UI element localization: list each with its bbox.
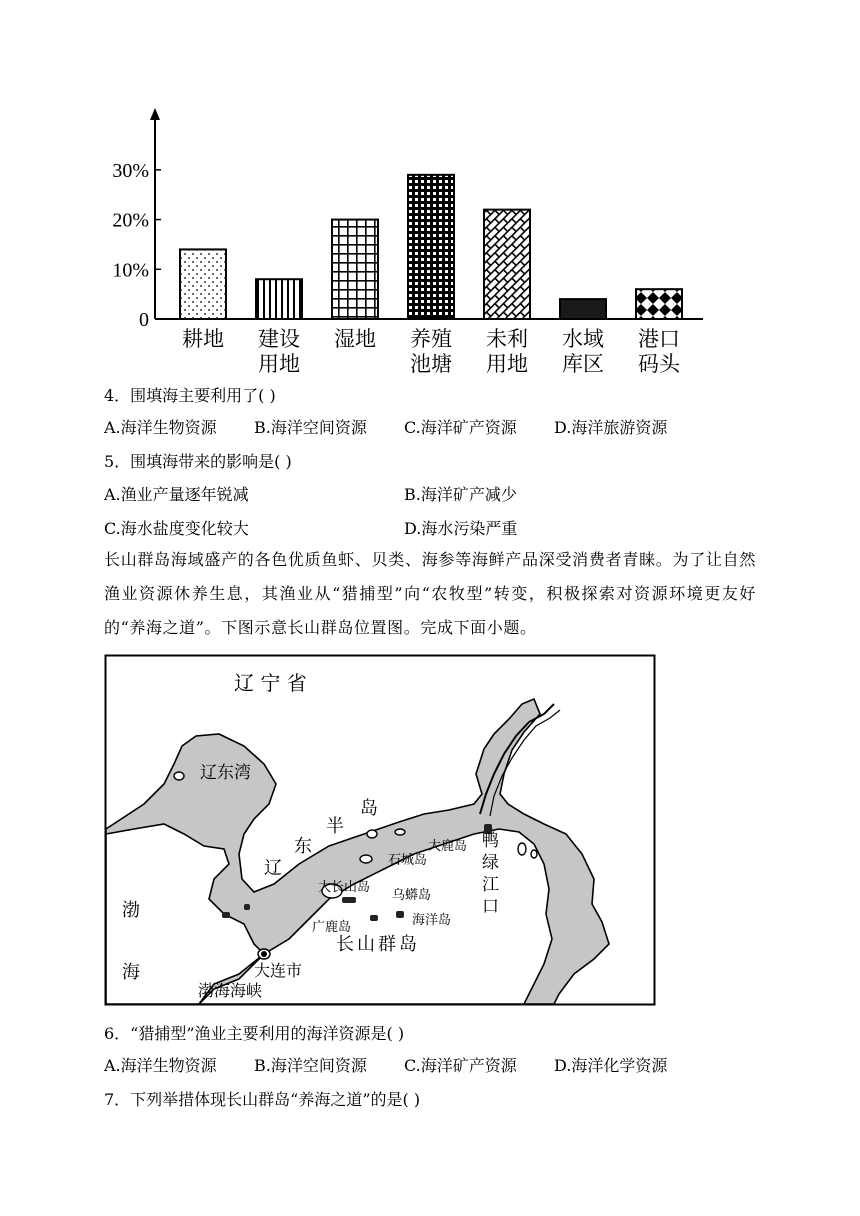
q4-option-d[interactable]: D.海洋旅游资源 [554,418,668,437]
label-wuman-island: 乌蟒岛 [392,888,432,903]
label-dachangshan-island: 大长山岛 [318,880,371,895]
bar [408,175,454,319]
reading-passage: 长山群岛海域盛产的各色优质鱼虾、贝类、海参等海鲜产品深受消费者青睐。为了让自然渔业资源休养生息，其渔业从“猎捕型”向“农牧型”转变，积极探索对资源环境更友好的“养海之道”。下图示意长山群岛位置图。完成下面小题。 [104,550,756,637]
bar [332,220,378,319]
label-guanglu-island: 广鹿岛 [312,920,352,935]
q4-option-c[interactable]: C.海洋矿产资源 [404,418,517,437]
label-peninsula-1: 辽 [264,858,282,879]
label-dalu-island: 大鹿岛 [428,839,468,854]
label-bohai-2: 海 [122,962,140,983]
x-tick-label: 码头 [638,352,680,376]
changshan-islands-map [104,654,656,1006]
chart-bars [180,175,682,319]
land-use-bar-chart [95,100,715,380]
label-bohai-1: 渤 [122,900,140,921]
bar [180,249,226,319]
x-tick-label: 港口 [638,327,680,351]
chart-y-ticks [112,160,161,331]
q6-option-a[interactable]: A.海洋生物资源 [104,1056,217,1075]
label-bohai-strait: 渤海海峡 [198,981,263,1000]
q6-option-d[interactable]: D.海洋化学资源 [554,1056,668,1075]
x-tick-label: 池塘 [410,352,452,376]
label-dalian: 大连市 [254,961,303,980]
q5-option-b[interactable]: B.海洋矿产减少 [404,485,517,504]
label-province: 辽 宁 省 [234,671,307,695]
q4-option-a[interactable]: A.海洋生物资源 [104,418,217,437]
q5-option-a[interactable]: A.渔业产量逐年锐减 [104,485,249,504]
y-axis-arrow [150,108,160,120]
q5-option-c[interactable]: C.海水盐度变化较大 [104,519,249,538]
question-4-stem: 4．围填海主要利用了( ) [104,386,276,405]
question-7-stem: 7．下列举措体现长山群岛“养海之道”的是( ) [104,1090,421,1109]
bar [256,279,302,319]
label-peninsula-2: 东 [294,836,312,857]
label-shicheng-island: 石城岛 [388,853,428,868]
y-tick-label: 20% [112,209,149,232]
label-peninsula-3: 半 [326,816,344,837]
label-haiyang-island: 海洋岛 [412,913,452,928]
y-tick-label: 0 [139,309,149,331]
x-tick-label: 养殖 [410,327,452,351]
q6-option-c[interactable]: C.海洋矿产资源 [404,1056,517,1075]
bar [484,210,530,319]
y-tick-label: 30% [112,159,149,182]
x-tick-label: 耕地 [182,327,224,351]
dalian-marker [261,951,267,957]
label-peninsula-4: 岛 [360,798,378,819]
label-liaodong-bay: 辽东湾 [200,763,251,783]
x-tick-label: 建设 [258,327,300,351]
x-tick-label: 湿地 [334,327,376,351]
q5-option-d[interactable]: D.海水污染严重 [404,519,518,538]
x-tick-label: 用地 [486,352,528,376]
x-tick-label: 未利 [486,327,528,351]
x-tick-label: 水域 [562,327,604,351]
label-archipelago: 长山群岛 [336,934,420,955]
label-river-3: 江 [482,875,499,895]
x-tick-label: 库区 [562,352,604,376]
q4-option-b[interactable]: B.海洋空间资源 [254,418,367,437]
y-tick-label: 10% [112,259,149,282]
x-tick-label: 用地 [258,352,300,376]
bar [560,299,606,319]
question-5-stem: 5．围填海带来的影响是( ) [104,452,292,471]
bar [636,289,682,319]
question-6-stem: 6．“猎捕型”渔业主要利用的海洋资源是( ) [104,1024,405,1043]
label-river-4: 口 [482,897,499,917]
chart-x-labels [182,327,681,376]
q6-option-b[interactable]: B.海洋空间资源 [254,1056,367,1075]
label-river-2: 绿 [482,853,499,873]
label-river-1: 鸭 [482,831,499,851]
